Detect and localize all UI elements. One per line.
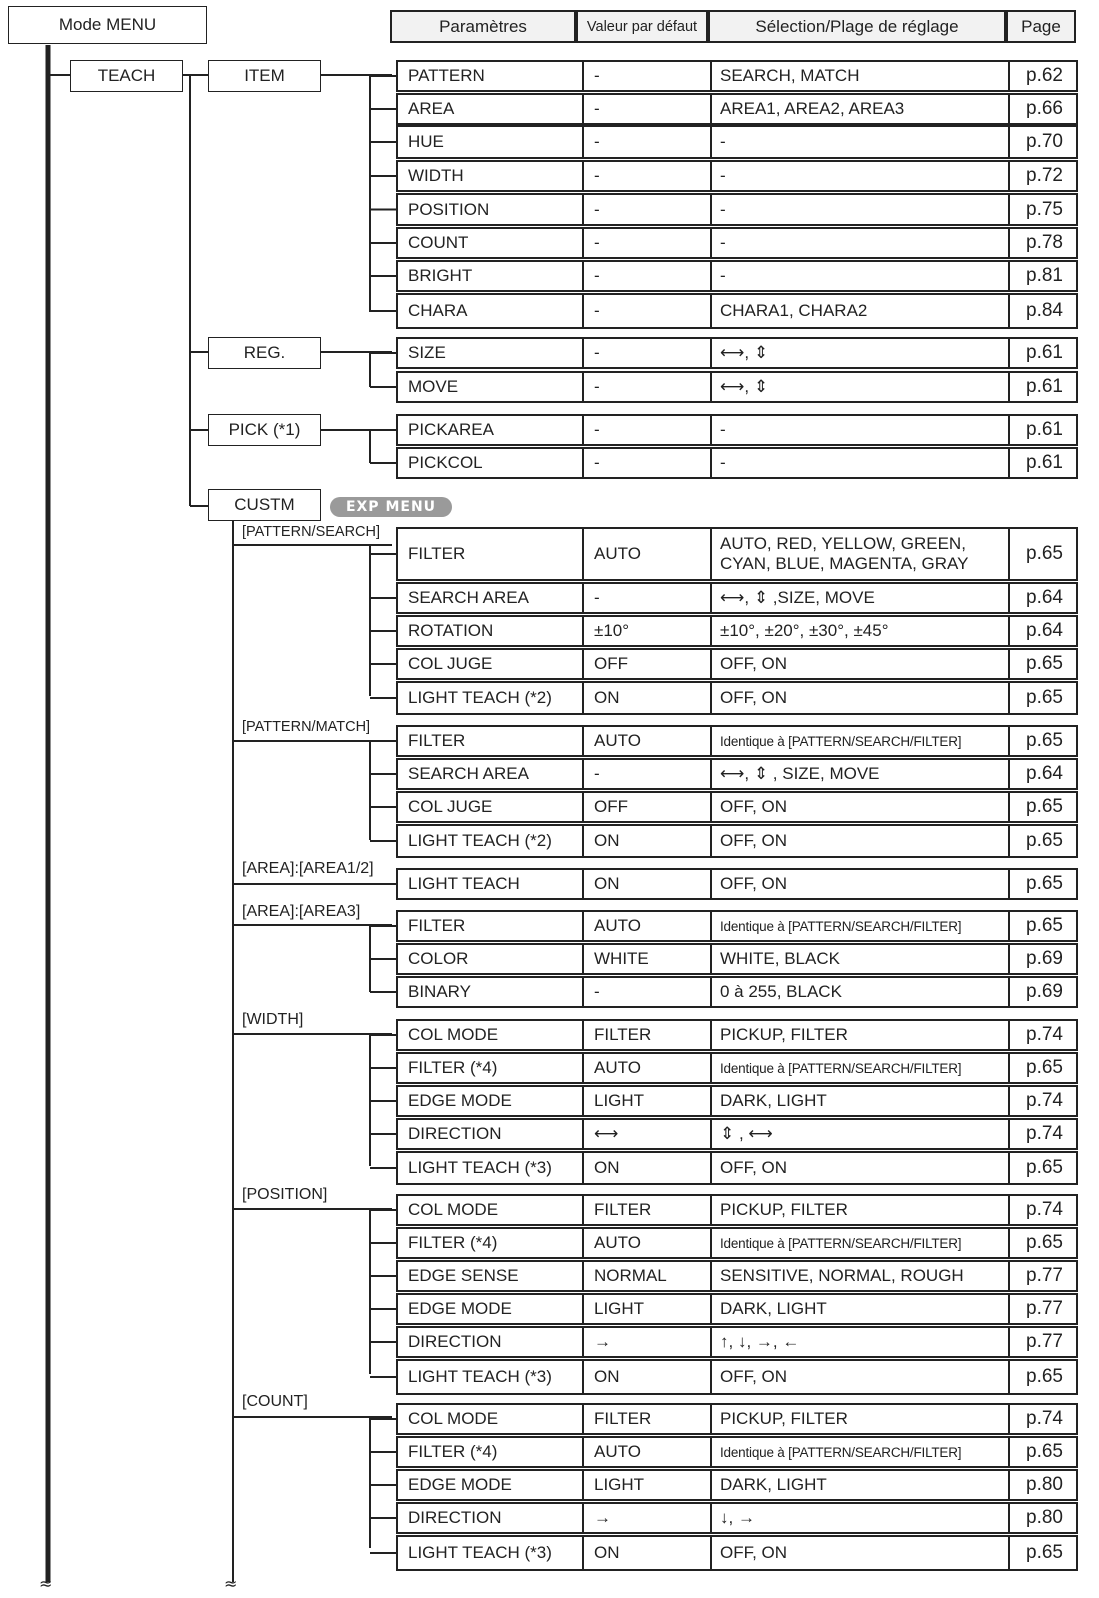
table-row [396,1118,1078,1150]
range-cell: PICKUP, FILTER [710,1405,1006,1433]
table-row [396,1019,1078,1051]
range-cell: - [710,162,1006,190]
param-cell: HUE [408,132,444,151]
default-cell: LIGHT [582,1087,708,1115]
table-row [396,1227,1078,1259]
default-cell: - [582,162,708,190]
table-row [396,1535,1078,1571]
table-row [396,1260,1078,1292]
table-row [396,824,1078,858]
table-row [396,681,1078,715]
page-cell[interactable]: p.65 [1008,1361,1079,1393]
param-cell: ROTATION [408,621,494,640]
range-cell: Identique à [PATTERN/SEARCH/FILTER] [710,727,1006,755]
table-row [396,758,1078,790]
pick-box[interactable]: PICK (*1) [208,414,321,446]
default-cell: ON [582,870,708,898]
range-cell: ⟷, ⇕ ,SIZE, MOVE [710,584,1006,612]
default-cell: FILTER [582,1021,708,1049]
range-cell: Identique à [PATTERN/SEARCH/FILTER] [710,1438,1006,1466]
header-default: Valeur par défaut [576,10,708,43]
table-row [396,227,1078,259]
page-cell[interactable]: p.65 [1008,683,1079,713]
default-cell: - [582,373,708,401]
param-cell: PATTERN [408,66,485,85]
table-row [396,193,1078,226]
page-cell[interactable]: p.78 [1008,229,1079,257]
range-cell: PICKUP, FILTER [710,1021,1006,1049]
param-cell: LIGHT TEACH (*3) [408,1367,552,1386]
range-cell: Identique à [PATTERN/SEARCH/FILTER] [710,1229,1006,1257]
param-cell: LIGHT TEACH (*2) [408,831,552,850]
default-cell: AUTO [582,727,708,755]
page-cell[interactable]: p.84 [1008,295,1079,327]
page-cell[interactable]: p.65 [1008,1054,1079,1082]
table-row [396,976,1078,1008]
page-cell[interactable]: p.65 [1008,727,1079,755]
table-row [396,648,1078,680]
page-cell[interactable]: p.65 [1008,650,1079,678]
table-row [396,1436,1078,1468]
table-row [396,725,1078,757]
range-cell: WHITE, BLACK [710,945,1006,973]
page-cell[interactable]: p.61 [1008,339,1079,367]
range-cell: DARK, LIGHT [710,1471,1006,1499]
default-cell: ON [582,1153,708,1183]
table-row [396,582,1078,614]
table-row [396,414,1078,446]
table-row [396,943,1078,975]
page-cell[interactable]: p.77 [1008,1262,1079,1290]
param-cell: EDGE MODE [408,1299,512,1318]
default-cell: - [582,295,708,327]
default-cell: OFF [582,793,708,821]
table-row [396,1085,1078,1117]
range-cell: SEARCH, MATCH [710,62,1006,90]
table-row [396,1359,1078,1395]
range-cell: ⇕ , ⟷ [710,1120,1006,1148]
page-cell[interactable]: p.80 [1008,1471,1079,1499]
range-cell: ±10°, ±20°, ±30°, ±45° [710,617,1006,645]
reg-box[interactable]: REG. [208,337,321,369]
param-cell: POSITION [408,199,490,219]
param-cell: BINARY [408,982,471,1001]
page-cell[interactable]: p.72 [1008,162,1079,190]
default-cell: ON [582,683,708,713]
range-cell: CHARA1, CHARA2 [710,295,1006,327]
default-cell: WHITE [582,945,708,973]
default-cell: - [582,195,708,224]
default-cell: - [582,229,708,257]
param-cell: LIGHT TEACH (*3) [408,1543,552,1562]
param-cell: COL JUGE [408,797,493,816]
range-cell: - [710,416,1006,444]
page-cell[interactable]: p.75 [1008,195,1079,224]
param-cell: COUNT [408,233,469,252]
group-label-area3: [AREA]:[AREA3] [242,903,361,920]
page-cell[interactable]: p.65 [1008,1537,1079,1569]
default-cell: - [582,978,708,1006]
range-cell: AREA1, AREA2, AREA3 [710,95,1006,123]
range-cell: PICKUP, FILTER [710,1196,1006,1224]
default-cell: OFF [582,650,708,678]
param-cell: DIRECTION [408,1508,502,1527]
default-cell: AUTO [582,1054,708,1082]
default-cell: - [582,95,708,123]
range-cell: SENSITIVE, NORMAL, ROUGH [710,1262,1006,1290]
mode-menu-box[interactable]: Mode MENU [8,6,207,44]
range-cell: ⟷, ⇕ [710,339,1006,367]
default-cell: - [582,339,708,367]
page-cell[interactable]: p.65 [1008,912,1079,940]
page-cell[interactable]: p.74 [1008,1196,1079,1224]
page-cell[interactable]: p.64 [1008,760,1079,788]
default-cell: ON [582,826,708,856]
param-cell: EDGE MODE [408,1475,512,1494]
param-cell: PICKAREA [408,420,494,439]
param-cell: PICKCOL [408,453,483,472]
param-cell: FILTER (*4) [408,1058,498,1077]
param-cell: COL MODE [408,1025,499,1044]
page-cell[interactable]: p.61 [1008,449,1079,477]
table-row [396,527,1078,581]
group-label-width: [WIDTH] [242,1011,304,1028]
range-cell: - [710,229,1006,257]
page-cell[interactable]: p.64 [1008,617,1079,645]
param-cell: LIGHT TEACH (*3) [408,1158,552,1177]
page-cell[interactable]: p.77 [1008,1328,1079,1356]
param-cell: COL MODE [408,1200,499,1219]
param-cell: SEARCH AREA [408,588,529,607]
default-cell: AUTO [582,1438,708,1466]
table-row [396,1194,1078,1226]
table-row [396,93,1078,125]
continuation-mark-right: ≈ [224,1574,238,1593]
table-row [396,1293,1078,1325]
default-cell: - [582,584,708,612]
page-cell[interactable]: p.74 [1008,1405,1079,1433]
page-cell[interactable]: p.69 [1008,945,1079,973]
header-param: Paramètres [390,10,576,43]
param-cell: FILTER [408,731,466,750]
default-cell: ±10° [582,617,708,645]
page-cell[interactable]: p.65 [1008,870,1079,898]
param-cell: FILTER [408,544,466,563]
range-cell: - [710,262,1006,290]
param-cell: EDGE MODE [408,1091,512,1110]
default-cell: - [582,416,708,444]
page-cell[interactable]: p.64 [1008,584,1079,612]
range-cell: OFF, ON [710,683,1006,713]
range-cell: OFF, ON [710,650,1006,678]
default-cell: ON [582,1537,708,1569]
page-cell[interactable]: p.65 [1008,793,1079,821]
default-cell: FILTER [582,1196,708,1224]
page-cell[interactable]: p.65 [1008,1229,1079,1257]
page-cell[interactable]: p.81 [1008,262,1079,290]
range-cell: OFF, ON [710,1537,1006,1569]
header-range: Sélection/Plage de réglage [708,10,1006,43]
page-cell[interactable]: p.61 [1008,416,1079,444]
default-cell: FILTER [582,1405,708,1433]
param-cell: CHARA [408,301,468,320]
range-cell: 0 à 255, BLACK [710,978,1006,1006]
param-cell: DIRECTION [408,1124,502,1143]
range-cell: OFF, ON [710,1361,1006,1393]
param-cell: COLOR [408,949,469,968]
range-cell: OFF, ON [710,1153,1006,1183]
default-cell: - [582,262,708,290]
range-cell: OFF, ON [710,826,1006,856]
table-row [396,615,1078,647]
range-cell: Identique à [PATTERN/SEARCH/FILTER] [710,1054,1006,1082]
param-cell: FILTER [408,916,466,935]
param-cell: LIGHT TEACH [408,874,520,893]
continuation-mark-left: ≈ [39,1574,53,1593]
table-row [396,160,1078,192]
param-cell: MOVE [408,377,459,396]
group-label-pattern-search: [PATTERN/SEARCH] [242,524,381,540]
table-row [396,371,1078,403]
table-row [396,1052,1078,1084]
default-cell: → [582,1504,708,1532]
param-cell: DIRECTION [408,1332,502,1351]
range-cell: DARK, LIGHT [710,1087,1006,1115]
table-row [396,337,1078,369]
default-cell: NORMAL [582,1262,708,1290]
group-label-count: [COUNT] [242,1393,308,1410]
item-box[interactable]: ITEM [208,60,321,92]
default-cell: → [582,1328,708,1356]
table-row [396,260,1078,292]
page-cell[interactable]: p.74 [1008,1087,1079,1115]
exp-menu-badge: EXP MENU [330,497,452,517]
param-cell: LIGHT TEACH (*2) [408,688,552,707]
default-cell: - [582,449,708,477]
page-cell[interactable]: p.69 [1008,978,1079,1006]
range-cell: ↑, ↓, →, ← [710,1328,1006,1356]
param-cell: FILTER (*4) [408,1233,498,1252]
default-cell: - [582,62,708,90]
table-row [396,60,1078,92]
page-cell[interactable]: p.70 [1008,127,1079,157]
table-row [396,1326,1078,1358]
page-cell[interactable]: p.65 [1008,1153,1079,1183]
default-cell: AUTO [582,912,708,940]
group-label-area12: [AREA]:[AREA1/2] [242,860,374,877]
range-cell: DARK, LIGHT [710,1295,1006,1323]
page-cell[interactable]: p.65 [1008,529,1079,579]
table-row [396,910,1078,942]
range-cell: AUTO, RED, YELLOW, GREEN, CYAN, BLUE, MAGENTA, GRAY [710,529,1006,579]
table-row [396,868,1078,900]
default-cell: ⟷ [582,1120,708,1148]
param-cell: WIDTH [408,166,464,185]
table-row [396,1502,1078,1534]
param-cell: SIZE [408,343,446,362]
param-cell: EDGE SENSE [408,1266,519,1285]
range-cell: Identique à [PATTERN/SEARCH/FILTER] [710,912,1006,940]
default-cell: AUTO [582,529,708,579]
table-row [396,791,1078,823]
default-cell: - [582,760,708,788]
page-cell[interactable]: p.66 [1008,95,1079,123]
range-cell: - [710,195,1006,224]
table-row [396,1469,1078,1501]
table-row [396,125,1078,159]
range-cell: ⟷, ⇕ , SIZE, MOVE [710,760,1006,788]
range-cell: ⟷, ⇕ [710,373,1006,401]
group-label-position: [POSITION] [242,1186,328,1203]
range-cell: OFF, ON [710,870,1006,898]
page-cell[interactable]: p.80 [1008,1504,1079,1532]
page-cell[interactable]: p.74 [1008,1021,1079,1049]
page-cell[interactable]: p.65 [1008,1438,1079,1466]
param-cell: FILTER (*4) [408,1442,498,1461]
table-row [396,447,1078,479]
page-cell[interactable]: p.62 [1008,62,1079,90]
range-cell: OFF, ON [710,793,1006,821]
default-cell: ON [582,1361,708,1393]
page-cell[interactable]: p.74 [1008,1120,1079,1148]
param-cell: SEARCH AREA [408,764,529,783]
default-cell: LIGHT [582,1471,708,1499]
group-label-pattern-match: [PATTERN/MATCH] [242,719,371,735]
param-cell: AREA [408,99,455,118]
range-cell: ↓, → [710,1504,1006,1532]
range-cell: - [710,449,1006,477]
page-cell[interactable]: p.61 [1008,373,1079,401]
table-row [396,1151,1078,1185]
custm-box[interactable]: CUSTM [208,489,321,521]
default-cell: AUTO [582,1229,708,1257]
param-cell: COL JUGE [408,654,493,673]
teach-box[interactable]: TEACH [70,60,183,92]
param-cell: BRIGHT [408,266,473,285]
param-cell: COL MODE [408,1409,499,1428]
table-row [396,293,1078,329]
page-cell[interactable]: p.77 [1008,1295,1079,1323]
default-cell: - [582,127,708,157]
table-row [396,1403,1078,1435]
default-cell: LIGHT [582,1295,708,1323]
page-cell[interactable]: p.65 [1008,826,1079,856]
header-page: Page [1006,10,1076,43]
range-cell: - [710,127,1006,157]
